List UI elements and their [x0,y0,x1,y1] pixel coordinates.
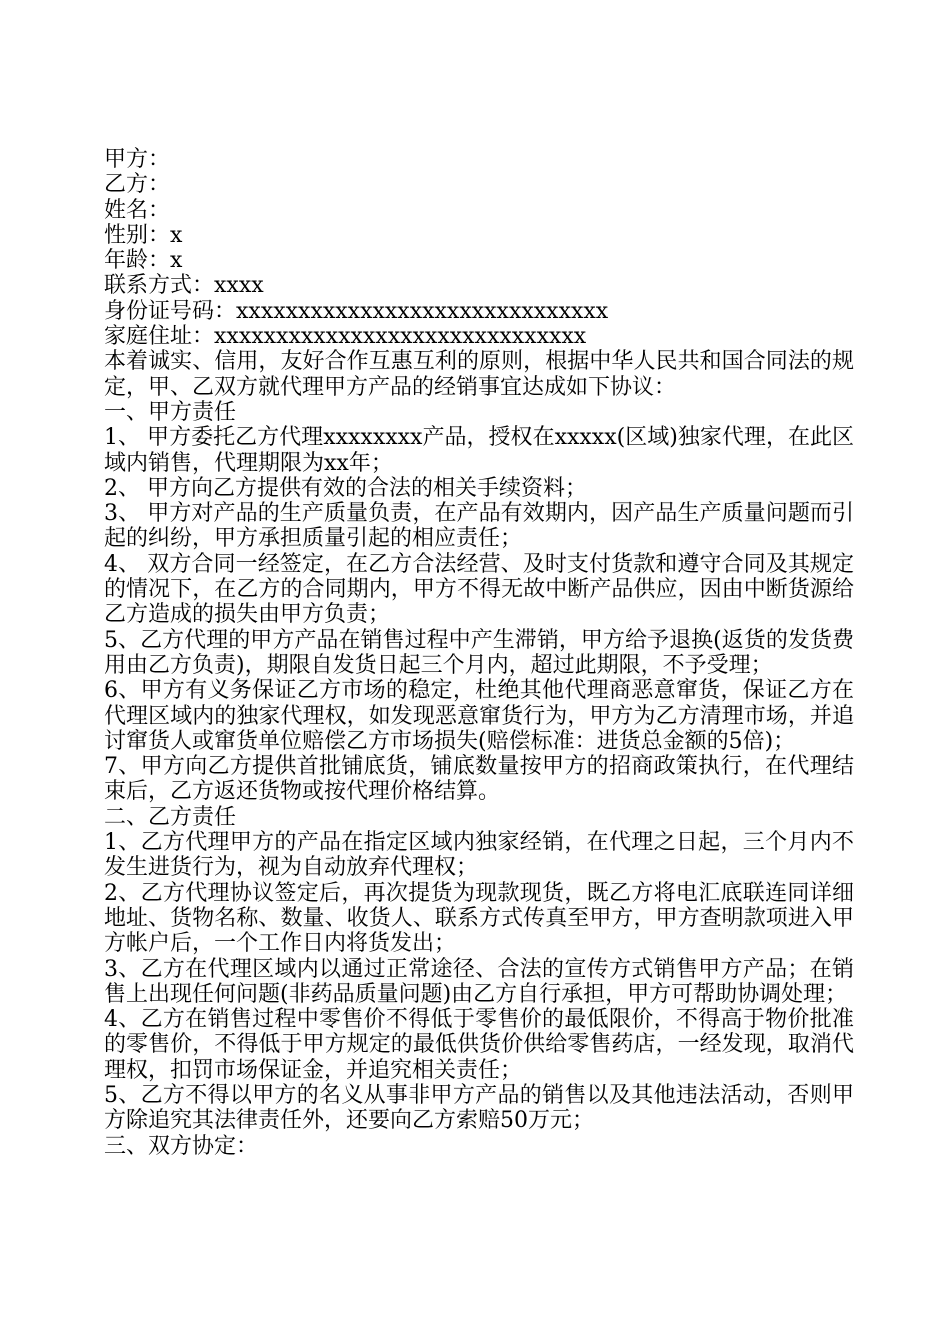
party-b-line: 乙方： [104,172,171,198]
party-a-clause-6: 6、甲方有义务保证乙方市场的稳定，杜绝其他代理商恶意窜货，保证乙方在代理区域内的独家代理权，如发现恶意窜货行为，甲方为乙方清理市场，并追讨窜货人或窜货单位赔偿乙方市场损失(赔偿标准：进货总金额的5倍)； [104,678,854,754]
gender-line: 性别：x [104,222,183,248]
party-a-line: 甲方： [104,147,171,172]
section-title-party-b: 二、乙方责任 [104,804,237,830]
party-a-clause-5: 5、乙方代理的甲方产品在销售过程中产生滞销，甲方给予退换(返货的发货费用由乙方负责)，期限自发货日起三个月内，超过此期限，不予受理； [104,627,854,678]
party-b-clause-5: 5、乙方不得以甲方的名义从事非甲方产品的销售以及其他违法活动，否则甲方除追究其法律责任外，还要向乙方索赔50万元； [104,1082,854,1134]
party-a-clause-7: 7、甲方向乙方提供首批铺底货，铺底数量按甲方的招商政策执行，在代理结束后，乙方返还货物或按代理价格结算。 [104,754,854,805]
home-address-line: 家庭住址：xxxxxxxxxxxxxxxxxxxxxxxxxxxxxx [104,324,587,350]
party-a-clause-2: 2、 甲方向乙方提供有效的合法的相关手续资料； [104,475,587,501]
age-line: 年龄：x [104,248,183,274]
contract-document [104,147,854,1159]
party-b-clause-1: 1、乙方代理甲方的产品在指定区域内独家经销，在代理之日起，三个月内不发生进货行为，视为自动放弃代理权； [104,830,854,881]
section-title-party-a: 一、甲方责任 [104,399,237,425]
party-b-clause-3: 3、乙方在代理区域内以通过正常途径、合法的宣传方式销售甲方产品；在销售上出现任何问题(非药品质量问题)由乙方自行承担，甲方可帮助协调处理； [104,956,854,1007]
contact-line: 联系方式：xxxx [104,273,264,299]
party-a-clause-1: 1、 甲方委托乙方代理xxxxxxxx产品，授权在xxxxx(区域)独家代理，在此区域内销售，代理期限为xx年； [104,425,854,476]
party-b-clause-4: 4、乙方在销售过程中零售价不得低于零售价的最低限价，不得高于物价批准的零售价，不得低于甲方规定的最低供货价供给零售药店，一经发现，取消代理权，扣罚市场保证金，并追究相关责任； [104,1007,854,1083]
intro-paragraph: 本着诚实、信用，友好合作互惠互利的原则，根据中华人民共和国合同法的规定，甲、乙双方就代理甲方产品的经销事宜达成如下协议： [104,349,854,400]
party-a-clause-3: 3、 甲方对产品的生产质量负责，在产品有效期内，因产品生产质量问题而引起的纠纷，甲方承担质量引起的相应责任； [104,501,854,552]
id-number-line: 身份证号码：xxxxxxxxxxxxxxxxxxxxxxxxxxxxxx [104,298,609,324]
name-line: 姓名： [104,197,171,223]
party-a-clause-4: 4、 双方合同一经签定，在乙方合法经营、及时支付货款和遵守合同及其规定的情况下，在乙方的合同期内，甲方不得无故中断产品供应，因由中断货源给乙方造成的损失由甲方负责； [104,551,854,628]
section-title-mutual: 三、双方协定： [104,1133,259,1159]
party-b-clause-2: 2、乙方代理协议签定后，再次提货为现款现货，既乙方将电汇底联连同详细地址、货物名称、数量、收货人、联系方式传真至甲方，甲方查明款项进入甲方帐户后，一个工作日内将货发出； [104,880,854,957]
